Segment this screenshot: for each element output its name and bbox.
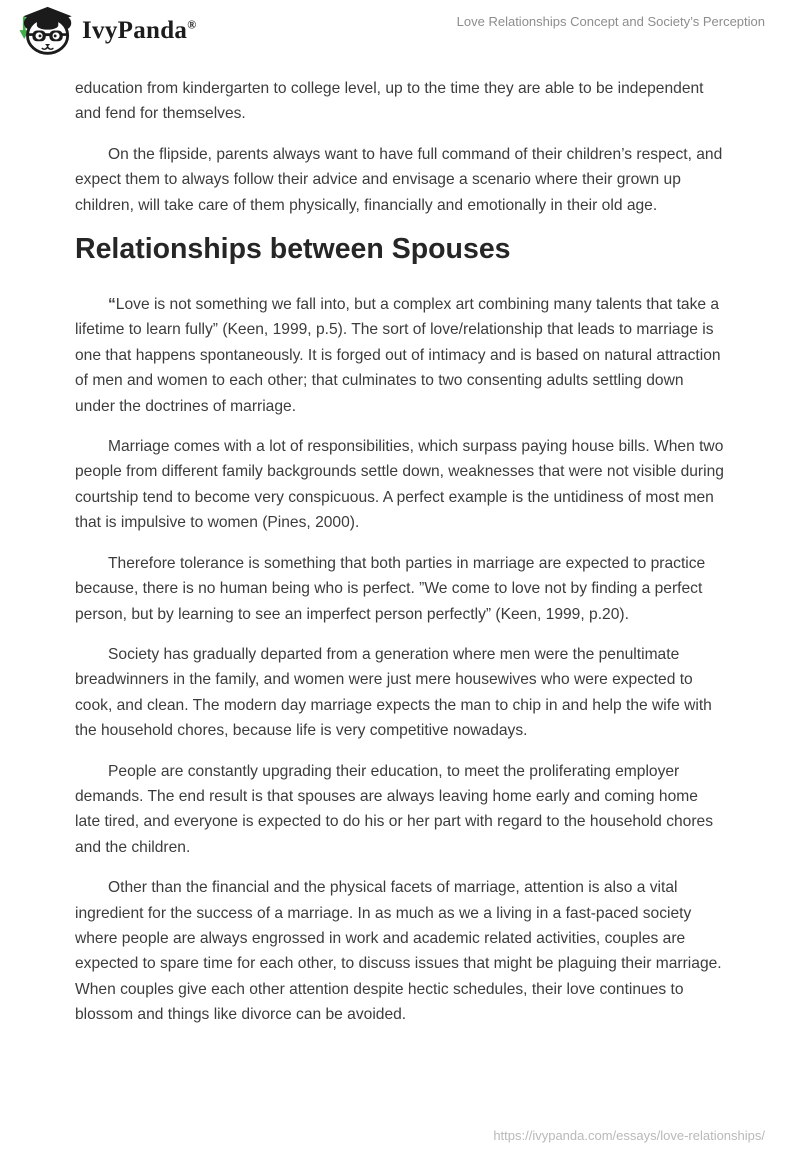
paragraph: Marriage comes with a lot of responsibilities, which surpass paying house bills. When two people from different family backgrounds settle down, weaknesses that were not visible during courtship tend to become very conspicuous. A perfect example is the untidiness of most men that is impulsive to women (Pines, 2000). (75, 438, 724, 532)
document-title: Love Relationships Concept and Society’s Perception (456, 14, 765, 29)
brand (15, 6, 196, 56)
brand-name (82, 17, 196, 45)
essay-content (75, 76, 725, 1043)
quote-rest: Love is not something we fall into, but a complex art combining many talents that take a lifetime to learn fully” (Keen, 1999, p.5). The sort of love/relationship that leads to marriage is one that happens spontaneously. It is forged out of intimacy and is based on natural attraction of men and women to each other; that culminates to two consenting adults settling down under the doctrines of marriage. (75, 296, 721, 415)
paragraph: People are constantly upgrading their education, to meet the proliferating employer demands. The end result is that spouses are always leaving home early and coming home late tired, and everyone is expected to do his or her part with regard to the household chores and the children. (75, 762, 713, 856)
page-header (0, 0, 800, 64)
panda-graduate-logo-icon (15, 6, 73, 56)
paragraph-quote (75, 292, 725, 419)
quote-lead: “ (108, 296, 116, 314)
paragraph: On the flipside, parents always want to have full command of their children’s respect, and expect them to always follow their advice and envisage a scenario where their grown up children, will take care of them physically, financially and emotionally in their old age. (75, 145, 723, 214)
paragraph: Therefore tolerance is something that both parties in marriage are expected to practice because, there is no human being who is perfect. ”We come to love not by finding a perfect person, but by learning to see an imperfect person perfectly” (Keen, 1999, p.20). (75, 554, 706, 623)
source-url: https://ivypanda.com/essays/love-relationships/ (493, 1128, 765, 1143)
brand-text: IvyPanda (82, 17, 188, 44)
section-heading: Relationships between Spouses (75, 233, 511, 266)
paragraph-continuation: education from kindergarten to college level, up to the time they are able to be independent and fend for themselves. (75, 80, 704, 123)
paragraph: Other than the financial and the physical facets of marriage, attention is also a vital ingredient for the success of a marriage. In as much as we a living in a fast-paced society where people are always engrossed in work and academic related activities, couples are expected to spare time for each other, to discuss issues that might be plaguing their marriage. When couples give each other attention despite hectic schedules, their love continues to blossom and things like divorce can be avoided. (75, 879, 722, 1024)
registered-mark: ® (187, 17, 197, 32)
paragraph: Society has gradually departed from a generation where men were the penultimate breadwinners in the family, and women were just mere housewives who were expected to cook, and clean. The modern day marriage expects the man to chip in and help the wife with the household chores, because life is very competitive nowadays. (75, 645, 712, 740)
